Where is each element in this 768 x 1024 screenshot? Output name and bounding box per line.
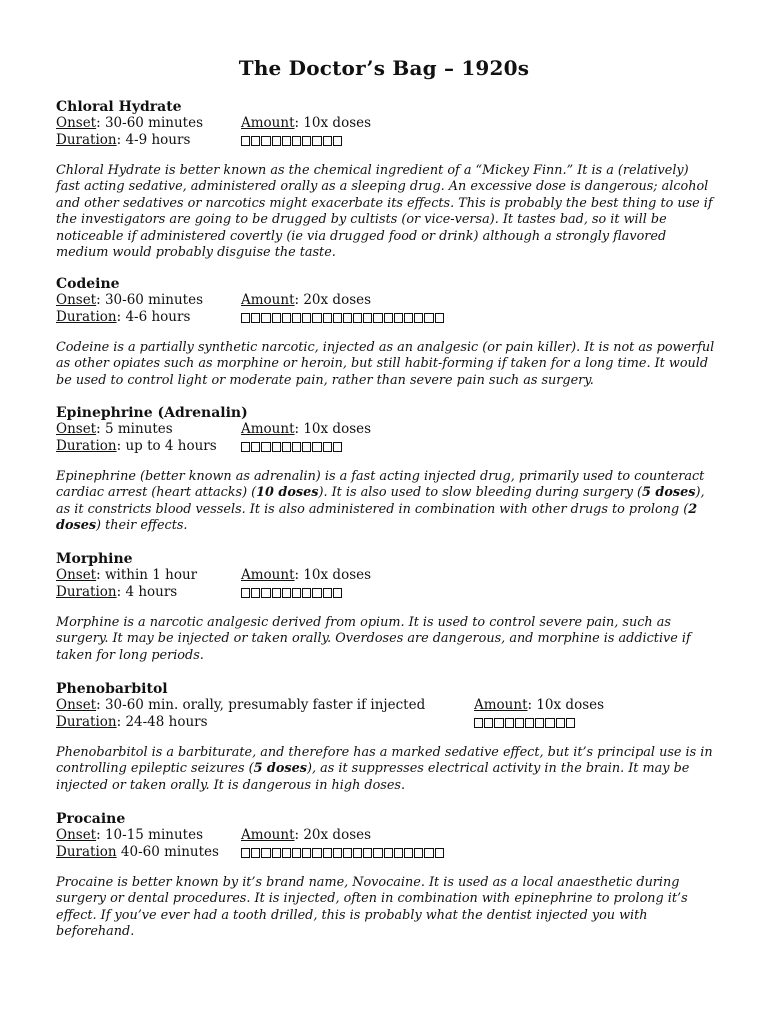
onset-label: Onset xyxy=(56,697,97,713)
drug-entry-procaine xyxy=(56,811,716,941)
dose-checkbox[interactable] xyxy=(323,588,332,597)
dose-checkbox[interactable] xyxy=(333,848,342,857)
dose-checkbox[interactable] xyxy=(384,313,393,322)
duration-row xyxy=(56,584,716,601)
dose-checkbox[interactable] xyxy=(302,848,311,857)
amount-label: Amount xyxy=(241,827,295,843)
onset-value: 30-60 minutes xyxy=(104,115,204,131)
dose-box-row xyxy=(241,588,342,597)
onset-label: Onset xyxy=(56,292,97,308)
dose-box-row xyxy=(241,442,342,451)
onset-value: 30-60 minutes xyxy=(104,292,204,308)
onset-value: 10-15 minutes xyxy=(104,827,204,843)
dose-checkbox[interactable] xyxy=(251,588,260,597)
drug-entry-morphine xyxy=(56,551,716,664)
drug-entry-epinephrine xyxy=(56,405,716,535)
drug-entry-codeine xyxy=(56,276,716,389)
duration-value: 4-6 hours xyxy=(125,309,191,325)
description-text: Codeine is a partially synthetic narcotic, injected as an analgesic (or pain killer). It is not as powerful as other opiates such as morphine or heroin, but still habit-forming if taken for a long time. It would be used to control light or moderate pain, rather than severe pain such as surgery. xyxy=(56,340,715,388)
drug-description xyxy=(56,615,716,664)
amount-label: Amount xyxy=(241,567,295,583)
dose-checkbox[interactable] xyxy=(353,313,362,322)
description-text: ) their effects. xyxy=(96,518,188,534)
dose-checkbox[interactable] xyxy=(323,313,332,322)
dose-checkbox[interactable] xyxy=(535,718,544,727)
description-text: ), as it constricts blood vessels. It is also administered in combination with other drugs to prolong ( xyxy=(56,485,705,517)
duration-label: Duration xyxy=(56,844,117,860)
dose-checkbox[interactable] xyxy=(251,136,260,145)
drug-name: Epinephrine (Adrenalin) xyxy=(56,405,248,421)
dose-box-row xyxy=(474,718,575,727)
onset-value: within 1 hour xyxy=(104,567,198,583)
dose-checkbox[interactable] xyxy=(373,848,382,857)
dose-checkbox[interactable] xyxy=(505,718,514,727)
amount-group: Amount: 10x doses xyxy=(241,421,372,437)
dose-checkbox[interactable] xyxy=(241,136,250,145)
dose-checkbox[interactable] xyxy=(404,848,413,857)
dose-checkbox[interactable] xyxy=(566,718,575,727)
dose-checkbox[interactable] xyxy=(312,848,321,857)
onset-label: Onset xyxy=(56,115,97,131)
duration-label: Duration xyxy=(56,584,117,600)
duration-label: Duration xyxy=(56,309,117,325)
drug-name: Codeine xyxy=(56,276,120,292)
dose-checkbox[interactable] xyxy=(312,313,321,322)
duration-value: 40-60 minutes xyxy=(120,844,219,860)
dose-checkbox[interactable] xyxy=(494,718,503,727)
duration-separator: : xyxy=(116,584,126,600)
dose-checkbox[interactable] xyxy=(282,442,291,451)
dose-checkbox[interactable] xyxy=(343,313,352,322)
amount-group: Amount: 20x doses xyxy=(241,292,372,308)
dose-checkbox[interactable] xyxy=(363,848,372,857)
dose-checkbox[interactable] xyxy=(302,442,311,451)
onset-label: Onset xyxy=(56,567,97,583)
duration-separator: : xyxy=(116,132,126,148)
amount-value: 20x doses xyxy=(303,292,372,308)
dose-checkbox[interactable] xyxy=(261,588,270,597)
onset-value: 30-60 min. orally, presumably faster if injected xyxy=(104,697,426,713)
dose-checkbox[interactable] xyxy=(424,848,433,857)
description-text: Epinephrine (better known as adrenalin) is a fast acting injected drug, primarily used to counteract cardiac arrest (heart attacks) ( xyxy=(56,469,705,501)
dose-checkbox[interactable] xyxy=(292,136,301,145)
dose-checkbox[interactable] xyxy=(272,313,281,322)
amount-value: 10x doses xyxy=(536,697,605,713)
duration-row xyxy=(56,309,716,326)
dose-checkbox[interactable] xyxy=(282,136,291,145)
dose-count-bold: 5 doses xyxy=(253,761,307,777)
dose-checkbox[interactable] xyxy=(261,442,270,451)
description-text: Phenobarbitol is a barbiturate, and therefore has a marked sedative effect, but it’s principal use is in controlling epileptic seizures ( xyxy=(56,745,713,777)
page-title: The Doctor’s Bag – 1920s xyxy=(238,56,530,80)
dose-checkbox[interactable] xyxy=(241,442,250,451)
dose-checkbox[interactable] xyxy=(435,313,444,322)
drug-name: Chloral Hydrate xyxy=(56,99,182,115)
onset-separator: : xyxy=(96,115,105,131)
dose-checkbox[interactable] xyxy=(292,442,301,451)
dose-checkboxes xyxy=(241,132,342,149)
dose-checkbox[interactable] xyxy=(515,718,524,727)
amount-label: Amount xyxy=(241,292,295,308)
dose-checkboxes xyxy=(241,584,342,601)
dose-checkbox[interactable] xyxy=(312,136,321,145)
dose-checkbox[interactable] xyxy=(282,848,291,857)
onset-label: Onset xyxy=(56,421,97,437)
dose-checkbox[interactable] xyxy=(261,136,270,145)
onset-row xyxy=(56,292,716,309)
onset-label: Onset xyxy=(56,827,97,843)
description-text: Morphine is a narcotic analgesic derived from opium. It is used to control severe pain, such as surgery. It may be injected or taken orally. Overdoses are dangerous, and morphine is addictive if taken for long periods. xyxy=(56,615,691,663)
onset-row xyxy=(56,115,716,132)
duration-label: Duration xyxy=(56,132,117,148)
onset-separator: : xyxy=(96,697,105,713)
drug-name: Procaine xyxy=(56,811,126,827)
dose-checkbox[interactable] xyxy=(261,313,270,322)
dose-checkboxes xyxy=(241,438,342,455)
onset-separator: : xyxy=(96,827,105,843)
onset-separator: : xyxy=(96,421,105,437)
amount-value: 10x doses xyxy=(303,567,372,583)
dose-checkbox[interactable] xyxy=(384,848,393,857)
onset-value: 5 minutes xyxy=(104,421,173,437)
dose-checkbox[interactable] xyxy=(282,313,291,322)
dose-checkbox[interactable] xyxy=(312,588,321,597)
dose-checkbox[interactable] xyxy=(394,848,403,857)
drug-entry-phenobarbitol xyxy=(56,681,716,794)
onset-row xyxy=(56,421,716,438)
duration-label: Duration xyxy=(56,714,117,730)
dose-checkbox[interactable] xyxy=(404,313,413,322)
dose-checkbox[interactable] xyxy=(272,442,281,451)
dose-checkbox[interactable] xyxy=(241,588,250,597)
dose-checkbox[interactable] xyxy=(292,848,301,857)
dose-checkbox[interactable] xyxy=(323,136,332,145)
dose-checkbox[interactable] xyxy=(484,718,493,727)
amount-group: Amount: 10x doses xyxy=(474,697,605,713)
dose-checkbox[interactable] xyxy=(272,136,281,145)
amount-label: Amount xyxy=(241,421,295,437)
dose-checkbox[interactable] xyxy=(241,313,250,322)
dose-checkbox[interactable] xyxy=(272,848,281,857)
amount-group: Amount: 10x doses xyxy=(241,567,372,583)
dose-checkbox[interactable] xyxy=(251,313,260,322)
amount-group: Amount: 20x doses xyxy=(241,827,372,843)
onset-separator: : xyxy=(96,567,105,583)
description-text: Chloral Hydrate is better known as the chemical ingredient of a “Mickey Finn.” It is a (relatively) fast acting sedative, administered orally as a sleeping drug. An excessive dose is dangerous; alcohol and other sedatives or narcotics might exacerbate its effects. This is probably the best thing to use if the investigators are going to be drugged by cultists (or vice-versa). It tastes bad, so it will be noticeable if administered covertly (ie via drugged food or drink) although a strongly flavored medium would probably disguise the taste. xyxy=(56,163,713,261)
dose-checkbox[interactable] xyxy=(323,848,332,857)
duration-value: 4-9 hours xyxy=(125,132,191,148)
dose-checkboxes xyxy=(241,844,444,861)
duration-row xyxy=(56,438,716,455)
dose-count-bold: 5 doses xyxy=(642,485,696,501)
dose-checkbox[interactable] xyxy=(292,313,301,322)
amount-label: Amount xyxy=(474,697,528,713)
drug-description xyxy=(56,875,716,941)
dose-checkbox[interactable] xyxy=(435,848,444,857)
dose-checkbox[interactable] xyxy=(343,848,352,857)
dose-checkbox[interactable] xyxy=(282,588,291,597)
dose-checkbox[interactable] xyxy=(323,442,332,451)
dose-checkbox[interactable] xyxy=(333,136,342,145)
drug-name: Phenobarbitol xyxy=(56,681,168,697)
dose-checkbox[interactable] xyxy=(312,442,321,451)
amount-label: Amount xyxy=(241,115,295,131)
dose-count-bold: 2 doses xyxy=(56,501,698,534)
drug-description xyxy=(56,340,716,389)
dose-checkbox[interactable] xyxy=(394,313,403,322)
duration-separator: : xyxy=(116,438,126,454)
description-text: ). It is also used to slow bleeding during surgery ( xyxy=(318,485,643,501)
dose-box-row xyxy=(241,848,444,857)
dose-checkbox[interactable] xyxy=(302,136,311,145)
drug-description xyxy=(56,163,716,261)
duration-separator: : xyxy=(116,309,126,325)
duration-row xyxy=(56,132,716,149)
duration-value: up to 4 hours xyxy=(125,438,217,454)
dose-checkbox[interactable] xyxy=(302,313,311,322)
dose-checkbox[interactable] xyxy=(292,588,301,597)
dose-count-bold: 10 doses xyxy=(256,485,319,501)
amount-value: 10x doses xyxy=(303,115,372,131)
dose-checkbox[interactable] xyxy=(302,588,311,597)
dose-checkbox[interactable] xyxy=(251,848,260,857)
dose-checkbox[interactable] xyxy=(261,848,270,857)
dose-checkbox[interactable] xyxy=(363,313,372,322)
duration-value: 24-48 hours xyxy=(125,714,208,730)
dose-box-row xyxy=(241,136,342,145)
dose-checkbox[interactable] xyxy=(272,588,281,597)
dose-checkboxes xyxy=(241,309,444,326)
dose-checkbox[interactable] xyxy=(353,848,362,857)
duration-row xyxy=(56,844,716,861)
dose-checkbox[interactable] xyxy=(333,442,342,451)
description-text: Procaine is better known by it’s brand name, Novocaine. It is used as a local anaesthetic during surgery or dental procedures. It is injected, often in combination with epinephrine to prolong it’s effect. If you’ve ever had a tooth drilled, this is probably what the dentist injected you with beforehand. xyxy=(56,875,688,940)
drug-entry-chloral-hydrate xyxy=(56,99,716,261)
dose-checkbox[interactable] xyxy=(414,313,423,322)
dose-checkbox[interactable] xyxy=(251,442,260,451)
dose-checkbox[interactable] xyxy=(333,588,342,597)
dose-checkbox[interactable] xyxy=(333,313,342,322)
dose-box-row xyxy=(241,313,444,322)
dose-checkbox[interactable] xyxy=(556,718,565,727)
onset-row xyxy=(56,567,716,584)
drug-description xyxy=(56,745,716,794)
amount-value: 10x doses xyxy=(303,421,372,437)
dose-checkbox[interactable] xyxy=(424,313,433,322)
dose-checkbox[interactable] xyxy=(373,313,382,322)
description-text: ), as it suppresses electrical activity in the brain. It may be injected or taken orally. It is dangerous in high doses. xyxy=(56,761,690,793)
amount-value: 20x doses xyxy=(303,827,372,843)
onset-row xyxy=(56,697,716,714)
drug-name: Morphine xyxy=(56,551,133,567)
drug-description xyxy=(56,469,716,535)
onset-separator: : xyxy=(96,292,105,308)
duration-label: Duration xyxy=(56,438,117,454)
dose-checkbox[interactable] xyxy=(241,848,250,857)
duration-separator: : xyxy=(116,714,126,730)
dose-checkbox[interactable] xyxy=(474,718,483,727)
dose-checkbox[interactable] xyxy=(545,718,554,727)
duration-value: 4 hours xyxy=(125,584,178,600)
onset-row xyxy=(56,827,716,844)
dose-checkboxes xyxy=(474,714,575,731)
dose-checkbox[interactable] xyxy=(414,848,423,857)
amount-group: Amount: 10x doses xyxy=(241,115,372,131)
dose-checkbox[interactable] xyxy=(525,718,534,727)
duration-row xyxy=(56,714,716,731)
